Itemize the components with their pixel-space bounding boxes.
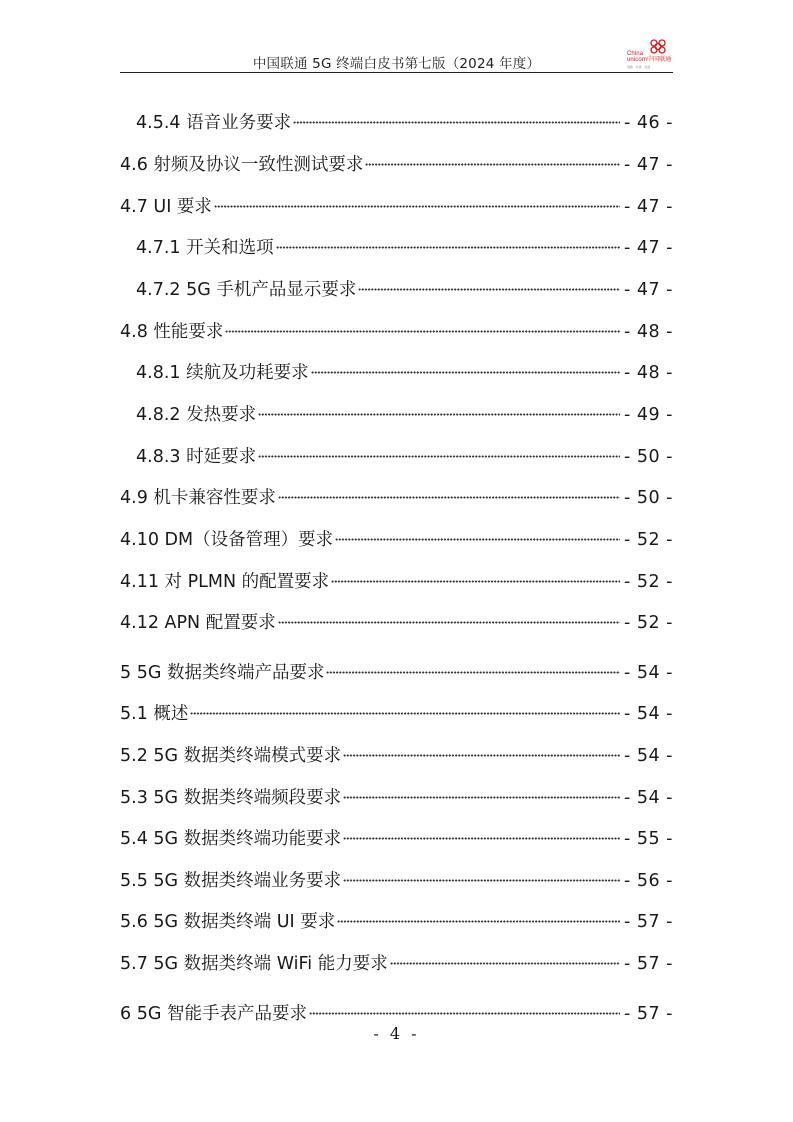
toc-entry-label: 5.6 5G 数据类终端 UI 要求 xyxy=(120,912,336,932)
toc-entry-label: 4.9 机卡兼容性要求 xyxy=(120,488,276,508)
toc-entry-label: 4.8 性能要求 xyxy=(120,322,224,342)
logo-brand-text xyxy=(627,51,671,63)
toc-entry-label: 5.2 5G 数据类终端模式要求 xyxy=(120,746,342,766)
toc-leader-dots xyxy=(258,396,620,420)
toc-entry-page: - 48 - xyxy=(623,322,673,342)
toc-entry-label: 4.8.1 续航及功耗要求 xyxy=(136,363,309,383)
toc-leader-dots xyxy=(214,188,620,212)
toc-entry[interactable] xyxy=(120,779,673,808)
toc-entry[interactable] xyxy=(120,479,673,508)
toc-entry[interactable] xyxy=(120,695,673,724)
toc-leader-dots xyxy=(276,229,620,253)
toc-entry-label: 5.7 5G 数据类终端 WiFi 能力要求 xyxy=(120,954,388,974)
toc-entry-label: 5.1 概述 xyxy=(120,704,189,724)
toc-leader-dots xyxy=(258,438,620,462)
toc-entry-page: - 52 - xyxy=(623,613,673,633)
toc-entry[interactable] xyxy=(120,654,673,683)
toc-entry-page: - 54 - xyxy=(623,663,673,683)
toc-leader-dots xyxy=(343,862,620,886)
toc-leader-dots xyxy=(343,737,620,761)
toc-leader-dots xyxy=(309,995,620,1019)
toc-entry[interactable] xyxy=(120,604,673,633)
toc-entry-label: 5.3 5G 数据类终端频段要求 xyxy=(120,788,342,808)
toc-entry-page: - 47 - xyxy=(623,238,673,258)
logo-brand-line1: China xyxy=(627,51,644,57)
toc-leader-dots xyxy=(337,903,620,927)
header-title: 中国联通 5G 终端白皮书第七版（2024 年度） xyxy=(252,56,541,72)
toc-leader-dots xyxy=(358,271,620,295)
toc-entry[interactable] xyxy=(136,271,673,300)
toc-entry-page: - 57 - xyxy=(623,1004,673,1024)
toc-entry-label: 5.4 5G 数据类终端功能要求 xyxy=(120,829,342,849)
toc-entry-label: 4.7.1 开关和选项 xyxy=(136,238,274,258)
toc-entry[interactable] xyxy=(136,396,673,425)
toc-entry[interactable] xyxy=(120,820,673,849)
toc-leader-dots xyxy=(311,354,620,378)
toc-entry-page: - 54 - xyxy=(623,704,673,724)
toc-entry-page: - 56 - xyxy=(623,871,673,891)
toc-entry[interactable] xyxy=(120,737,673,766)
toc-entry[interactable] xyxy=(136,229,673,258)
toc-entry-label: 4.12 APN 配置要求 xyxy=(120,613,276,633)
toc-entry-page: - 57 - xyxy=(623,954,673,974)
toc-entry-page: - 47 - xyxy=(623,197,673,217)
toc-entry-page: - 47 - xyxy=(623,155,673,175)
toc-leader-dots xyxy=(365,146,620,170)
toc-entry-page: - 46 - xyxy=(623,113,673,133)
toc-entry[interactable] xyxy=(136,438,673,467)
toc-entry[interactable] xyxy=(120,146,673,175)
toc-entry[interactable] xyxy=(120,995,673,1024)
toc-entry-page: - 50 - xyxy=(623,488,673,508)
toc-entry[interactable] xyxy=(120,903,673,932)
toc-entry-label: 5.5 5G 数据类终端业务要求 xyxy=(120,871,342,891)
toc-entry[interactable] xyxy=(136,104,673,133)
toc-leader-dots xyxy=(190,695,620,719)
toc-entry-label: 4.8.2 发热要求 xyxy=(136,405,257,425)
toc-entry[interactable] xyxy=(120,945,673,974)
toc-entry-page: - 54 - xyxy=(623,788,673,808)
toc-leader-dots xyxy=(278,604,620,628)
toc-entry-label: 4.10 DM（设备管理）要求 xyxy=(120,530,334,550)
toc-entry[interactable] xyxy=(136,354,673,383)
toc-entry-label: 6 5G 智能手表产品要求 xyxy=(120,1004,307,1024)
page-number: - 4 - xyxy=(373,1024,420,1043)
toc-entry-label: 4.6 射频及协议一致性测试要求 xyxy=(120,155,364,175)
toc-entry-page: - 49 - xyxy=(623,405,673,425)
toc-entry-label: 4.7 UI 要求 xyxy=(120,197,212,217)
toc-leader-dots xyxy=(326,654,620,678)
toc-entry-label: 4.7.2 5G 手机产品显示要求 xyxy=(136,280,357,300)
toc-entry-page: - 48 - xyxy=(623,363,673,383)
toc-entry[interactable] xyxy=(120,862,673,891)
toc-leader-dots xyxy=(331,563,620,587)
toc-entry-page: - 57 - xyxy=(623,912,673,932)
toc-entry[interactable] xyxy=(120,521,673,550)
logo-tagline: 创新 · 共享 · 连接 xyxy=(627,65,651,69)
toc-leader-dots xyxy=(225,313,620,337)
toc-entry-label: 4.5.4 语音业务要求 xyxy=(136,113,292,133)
toc-entry-page: - 52 - xyxy=(623,530,673,550)
toc-leader-dots xyxy=(293,104,620,128)
toc-entry-page: - 54 - xyxy=(623,746,673,766)
toc-leader-dots xyxy=(335,521,620,545)
toc-leader-dots xyxy=(278,479,620,503)
toc-entry-page: - 55 - xyxy=(623,829,673,849)
logo-brand-line2: unicom中国联通 xyxy=(627,57,672,63)
toc-entry[interactable] xyxy=(120,188,673,217)
toc-leader-dots xyxy=(343,820,620,844)
toc-entry-page: - 47 - xyxy=(623,280,673,300)
toc-entry-label: 4.11 对 PLMN 的配置要求 xyxy=(120,572,330,592)
toc-leader-dots xyxy=(390,945,620,969)
china-unicom-logo xyxy=(627,38,673,70)
toc-entry[interactable] xyxy=(120,313,673,342)
toc-entry-label: 4.8.3 时延要求 xyxy=(136,447,257,467)
toc-entry-page: - 50 - xyxy=(623,447,673,467)
toc-leader-dots xyxy=(343,779,620,803)
toc-entry-page: - 52 - xyxy=(623,572,673,592)
toc-entry-label: 5 5G 数据类终端产品要求 xyxy=(120,663,325,683)
page-header xyxy=(120,44,673,73)
toc-entry[interactable] xyxy=(120,563,673,592)
